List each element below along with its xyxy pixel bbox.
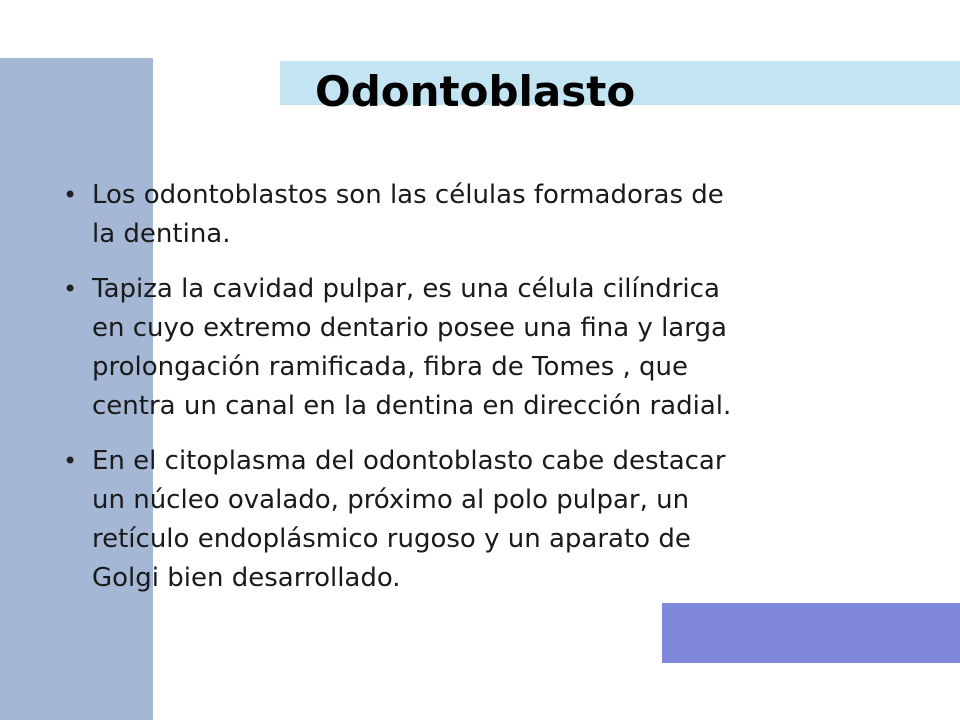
bottom-accent-block [662,603,960,663]
bullet-item: • Los odontoblastos son las células formadoras de la dentina. [92,176,892,254]
bullet-item: • En el citoplasma del odontoblasto cabe destacar un núcleo ovalado, próximo al polo pulpar, un retículo endoplásmico rugoso y un aparato de Golgi bien desarrollado. [92,442,892,598]
slide-title: Odontoblasto [315,67,636,116]
bullet-item: • Tapiza la cavidad pulpar, es una célula cilíndrica en cuyo extremo dentario posee una fina y larga prolongación ramificada, fibra de Tomes , que centra un canal en la dentina en dirección radial. [92,270,892,426]
bullet-list [92,176,892,614]
